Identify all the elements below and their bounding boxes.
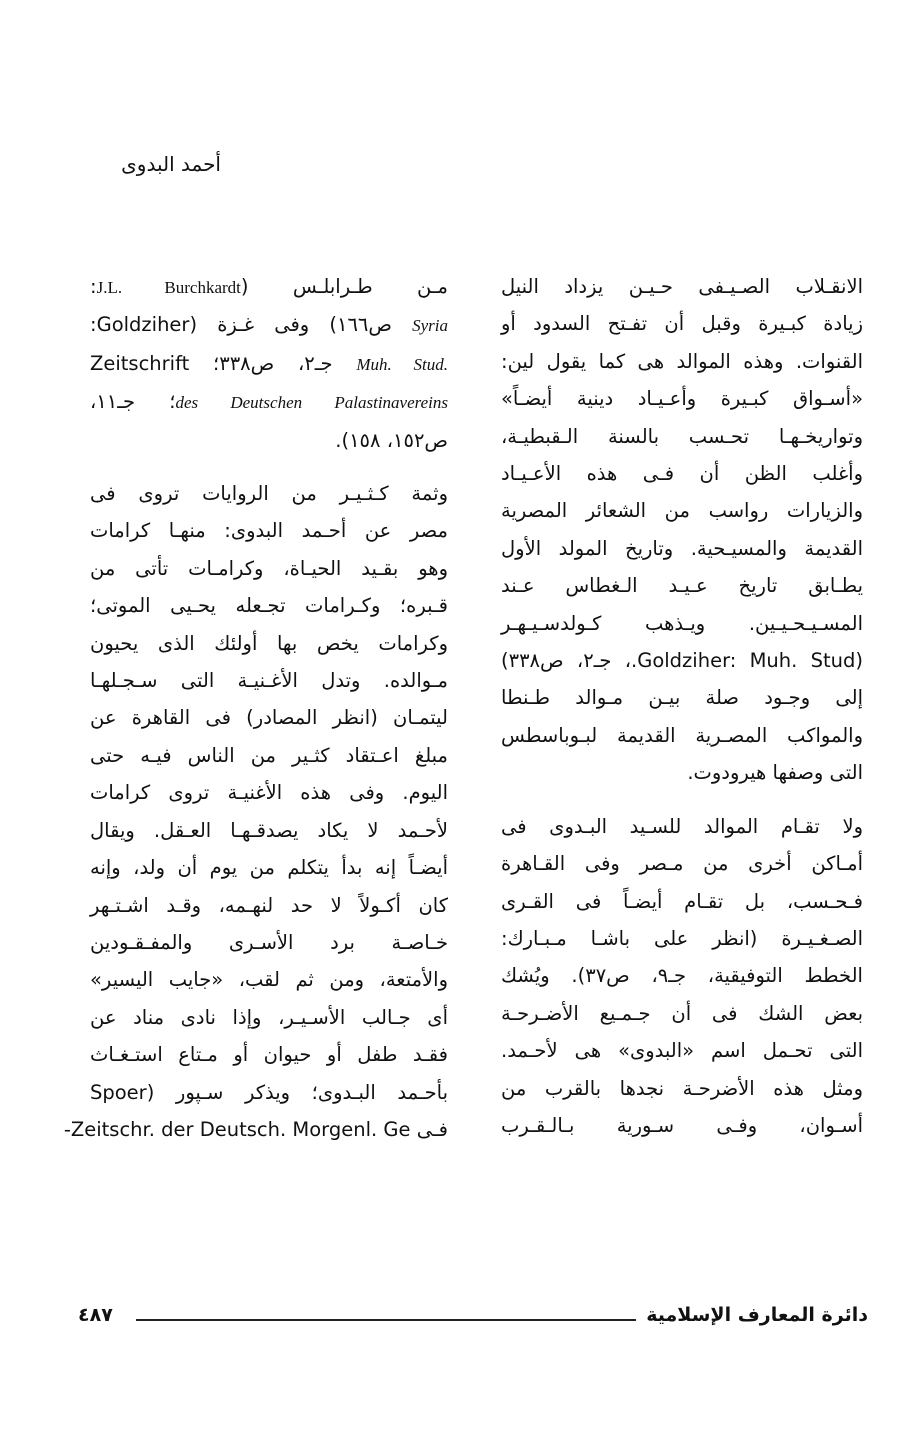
left-column-paragraph-1 <box>90 268 448 459</box>
right-column-paragraph-1 <box>501 268 863 792</box>
text-line: الخطط التوفيقية، جـ٩، ص٣٧). ويُشك <box>501 964 863 988</box>
text-line: والزيارات رواسب من الشعائر المصرية <box>501 499 863 523</box>
text-line: فـى Zeitschr. der Deutsch. Morgenl. Ge- <box>63 1117 448 1141</box>
text-line: القنوات. وهذه الموالد هى كما يقول لين: <box>501 349 863 373</box>
text-line: التى وصفها هيرودوت. <box>687 761 863 785</box>
right-column <box>501 268 863 1160</box>
citation-line <box>90 268 448 306</box>
text-line: مـوالده. وتدل الأغـنيـة التى سـجـلهـا <box>90 669 448 693</box>
text-line: ولا تقـام الموالد للسـيد البـدوى فى <box>501 814 863 838</box>
text-line: فقـد طفل أو حيوان أو مـتاع استـغـاث <box>90 1043 448 1067</box>
text-line: إلى وجـود صلة بيـن مـوالد طـنطا <box>501 686 863 710</box>
article-author: أحمد البدوى <box>121 152 221 176</box>
citation-latin: Muh. Stud. <box>356 354 449 374</box>
text-line: الصـغـيـرة (انظر على باشـا مـبـارك: <box>501 926 863 950</box>
text-line: «أسـواق كبـيرة وأعـيـاد دينية أيضـاً» <box>501 387 863 411</box>
text-line: وكرامات يخص بها أولئك الذى يحيون <box>90 631 448 655</box>
citation-latin: des Deutschen Palastinavereins <box>175 393 449 413</box>
text-line: خـاصـة برد الأسـرى والمفـقـودين <box>90 930 448 954</box>
page-footer <box>78 1302 868 1332</box>
citation-arabic: ص١٦٦) وفى غـزة (Goldziher: <box>90 313 413 337</box>
text-line: اليوم. وفى هذه الأغنيـة تروى كرامات <box>90 781 448 805</box>
text-line: بعض الشك فى أن جـمـيع الأضـرحـة <box>501 1001 863 1025</box>
citation-line <box>90 306 448 344</box>
text-line: أمـاكن أخرى من مـصر وفى القـاهرة <box>501 852 863 876</box>
text-line: مبلغ اعـتقاد كثـير من الناس فيـه حتى <box>90 743 448 767</box>
left-column <box>63 268 449 1164</box>
text-line: المسـيـحـيـين. ويـذهب كـولدسـيـهـر <box>501 611 863 635</box>
text-line: والأمتعة، ومن ثم لقب، «جايب اليسير» <box>90 968 448 992</box>
text-line: (Goldziher: Muh. Stud.، جـ٢، ص٣٣٨) <box>501 649 863 673</box>
text-line: أى جـالب الأسـيـر، وإذا نادى مناد عن <box>90 1005 448 1029</box>
citation-arabic: : <box>90 275 97 298</box>
text-line: الانقـلاب الصـيـفى حـيـن يزداد النيل <box>501 275 863 298</box>
citation-arabic: ؛ جـ١١، <box>90 390 176 414</box>
text-line: بأحـمد البـدوى؛ ويذكر سـپور (Spoer <box>90 1080 448 1104</box>
citation-line <box>90 345 448 383</box>
page-number: ٤٨٧ <box>78 1304 113 1326</box>
citation-line <box>90 383 448 421</box>
text-line: مصر عن أحـمد البدوى: منهـا كرامات <box>90 519 448 543</box>
text-line: كان أكـولاً لا حد لنهـمه، وقـد اشـتـهر <box>90 893 448 917</box>
text-line: زيادة كبـيرة وقبل أن تفـتح السدود أو <box>501 312 863 336</box>
text-line: أسـوان، وفـى سـورية بـالـقـرب <box>501 1113 863 1137</box>
text-line: والمواكب المصـرية القديمة لبـوباسطس <box>501 723 863 747</box>
citation-latin: Syria <box>412 316 448 336</box>
text-line: قـبره؛ وكـرامات تجـعله يحـيى الموتى؛ <box>90 594 448 618</box>
text-line: وتواريخـهـا تحـسب بالسنة الـقبطيـة، <box>501 424 863 448</box>
citation-arabic: ص١٥٢، ١٥٨). <box>335 428 448 452</box>
citation-arabic: جـ٢، ص٣٣٨؛ Zeitschrift <box>90 351 357 375</box>
encyclopedia-title: دائرة المعارف الإسلامية <box>646 1304 868 1326</box>
text-line: يطـابق تاريخ عـيـد الـغطاس عـند <box>501 574 863 598</box>
right-column-paragraph-2 <box>501 808 863 1145</box>
text-line: وأغلب الظن أن فـى هذه الأعـيـاد <box>501 462 863 486</box>
text-line: لأحـمد لا يكاد يصدقـهـا العـقل. ويقال <box>90 818 448 842</box>
left-column-paragraph-2 <box>63 475 448 1148</box>
text-line: وثمة كـثـيـر من الروايات تروى فى <box>90 482 448 506</box>
text-line: أيضـاً إنه بدأ يتكلم من يوم أن ولد، وإنه <box>90 856 448 880</box>
citation-arabic: مـن طـرابلـس ( <box>240 275 449 298</box>
text-line: فـحـسب، بل تقـام أيضـاً فى القـرى <box>501 889 863 913</box>
text-line: ليتمـان (انظر المصادر) فى القاهرة عن <box>90 706 448 730</box>
footer-rule <box>136 1319 636 1321</box>
text-line: القديمة والمسيـحية. وتاريخ المولد الأول <box>501 536 863 560</box>
citation-line <box>90 422 448 459</box>
page-header <box>121 152 221 176</box>
citation-latin: J.L. Burchkardt <box>96 278 241 297</box>
text-line: التى تحـمل اسم «البدوى» هى لأحـمد. <box>501 1039 863 1063</box>
text-line: ومثل هذه الأضرحـة نجدها بالقرب من <box>501 1076 863 1100</box>
text-line: وهو بقـيد الحيـاة، وكرامـات تأتى من <box>90 556 448 580</box>
